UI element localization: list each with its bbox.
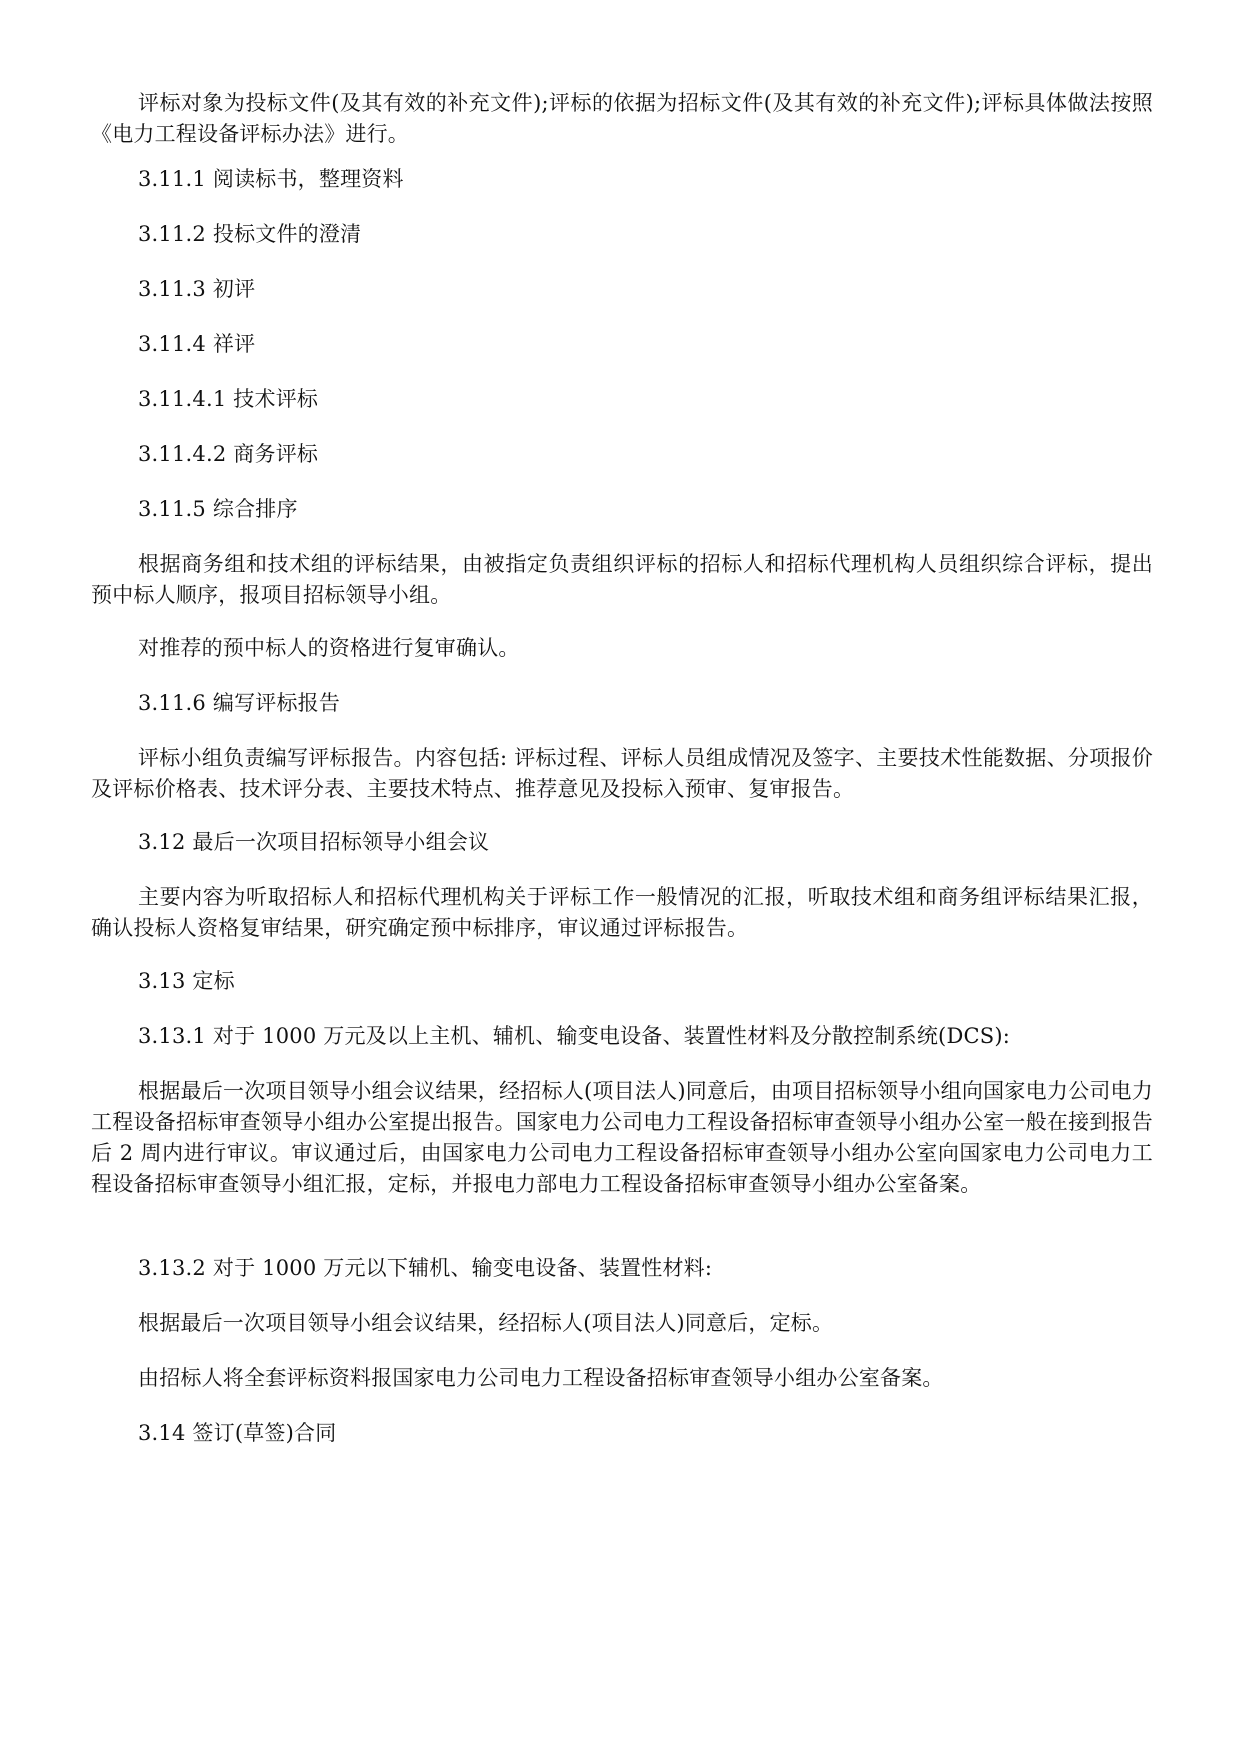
- heading-3-13-1: 3.13.1 对于 1000 万元及以上主机、辅机、输变电设备、装置性材料及分散控制系统(DCS):: [138, 1024, 1011, 1048]
- heading-3-14: 3.14 签订(草签)合同: [138, 1421, 337, 1445]
- paragraph-filing: 由招标人将全套评标资料报国家电力公司电力工程设备招标审查领导小组办公室备案。: [138, 1366, 944, 1390]
- heading-3-11-2: 3.11.2 投标文件的澄清: [138, 222, 362, 246]
- paragraph-evaluation-basis: 评标对象为投标文件(及其有效的补充文件);评标的依据为招标文件(及其有效的补充文件);评标具体做法按照《电力工程设备评标办法》进行。: [91, 91, 1153, 146]
- paragraph-final-meeting: 主要内容为听取招标人和招标代理机构关于评标工作一般情况的汇报，听取技术组和商务组评标结果汇报，确认投标人资格复审结果，研究确定预中标排序，审议通过评标报告。: [91, 885, 1153, 940]
- heading-3-11-6: 3.11.6 编写评标报告: [138, 691, 341, 715]
- heading-3-12: 3.12 最后一次项目招标领导小组会议: [138, 830, 490, 854]
- heading-3-13: 3.13 定标: [138, 969, 235, 993]
- heading-3-11-4-2: 3.11.4.2 商务评标: [138, 442, 319, 466]
- heading-3-11-4-1: 3.11.4.1 技术评标: [138, 387, 319, 411]
- heading-3-13-2: 3.13.2 对于 1000 万元以下辅机、输变电设备、装置性材料:: [138, 1256, 713, 1280]
- heading-3-11-5: 3.11.5 综合排序: [138, 497, 298, 521]
- heading-3-11-1: 3.11.1 阅读标书，整理资料: [138, 167, 404, 191]
- heading-3-11-3: 3.11.3 初评: [138, 277, 256, 301]
- heading-3-11-4: 3.11.4 祥评: [138, 332, 256, 356]
- paragraph-report-contents: 评标小组负责编写评标报告。内容包括: 评标过程、评标人员组成情况及签字、主要技术性能数据、分项报价及评标价格表、技术评分表、主要技术特点、推荐意见及投标入预审、复审报告。: [91, 746, 1153, 801]
- paragraph-comprehensive-ranking: 根据商务组和技术组的评标结果，由被指定负责组织评标的招标人和招标代理机构人员组织综合评标，提出预中标人顺序，报项目招标领导小组。: [91, 552, 1153, 607]
- paragraph-award-over-10m: 根据最后一次项目领导小组会议结果，经招标人(项目法人)同意后，由项目招标领导小组向国家电力公司电力工程设备招标审查领导小组办公室提出报告。国家电力公司电力工程设备招标审查领导小组办公室一般在接到报告后 2 周内进行审议。审议通过后，由国家电力公司电力工程设备招标审查领导小组办公室向国家电力公司电力工程设备招标审查领导小组汇报，定标，并报电力部电力工程设备招标审查领导小组办公室备案。: [91, 1079, 1153, 1196]
- paragraph-award-under-10m: 根据最后一次项目领导小组会议结果，经招标人(项目法人)同意后，定标。: [138, 1311, 834, 1335]
- paragraph-requalification: 对推荐的预中标人的资格进行复审确认。: [138, 636, 520, 660]
